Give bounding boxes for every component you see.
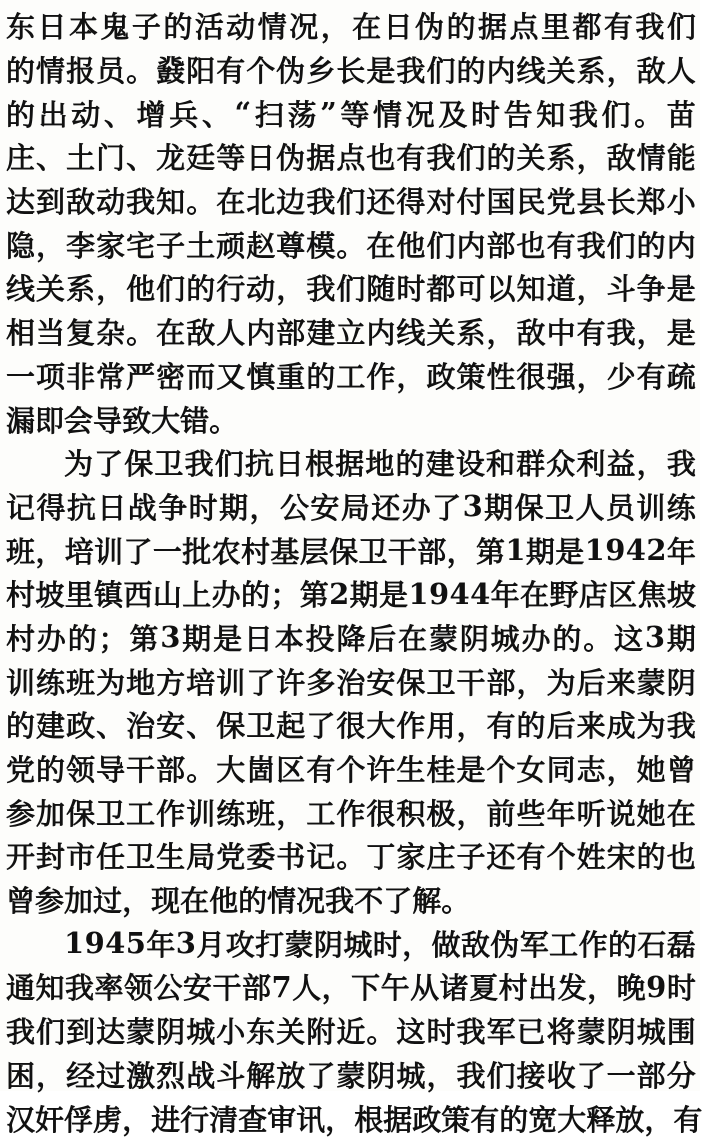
text-line: 隐 ， 李 家 宅 子 土 顽 赵 尊 模 。 在 他 们 内 部 也 有 我 们 的 内 [6,228,696,263]
text-line: 1 9 4 5 年 3 月 攻 打 蒙 阴 城 时 ， 做 敌 伪 军 工 作 的 石 磊 [64,926,696,962]
document-text [6,4,702,1140]
text-line: 记 得 抗 日 战 争 时 期 ， 公 安 局 还 办 了 3 期 保 卫 人 员 训 练 [6,489,696,525]
text-line: 困 ， 经 过 激 烈 战 斗 解 放 了 蒙 阴 城 ， 我 们 接 收 了 一 部 分 [6,1058,696,1093]
text-line: 的 情 报 员 。 鼗 阳 有 个 伪 乡 长 是 我 们 的 内 线 关 系 ， 敌 人 [6,54,696,89]
text-line: 的 建 政 、 治 安 、 保 卫 起 了 很 大 作 用 ， 有 的 后 来 成 为 我 [6,709,696,744]
text-line: 达 到 敌 动 我 知 。 在 北 边 我 们 还 得 对 付 国 民 党 县 长 郑 小 [6,185,696,220]
text-line: 班 ， 培 训 了 一 批 农 村 基 层 保 卫 干 部 ， 第 1 期 是 1 9 4 2 年 [6,533,696,569]
text-line: 为 了 保 卫 我 们 抗 日 根 据 地 的 建 设 和 群 众 利 益 ， 我 [64,447,696,482]
text-line: 村 坡 里 镇 西 山 上 办 的 ； 第 2 期 是 1 9 4 4 年 在 野 店 区 焦 坡 [6,576,696,613]
text-line: 汉 奸 俘 虏 ， 进 行 清 查 审 讯 ， 根 据 政 策 有 的 宽 大 释 放 ， 有 [6,1102,702,1137]
text-line: 东 日 本 鬼 子 的 活 动 情 况 ， 在 日 伪 的 据 点 里 都 有 我 们 [6,10,696,45]
text-line: 庄 、 土 门 、 龙 廷 等 日 伪 据 点 也 有 我 们 的 关 系 ， 敌 情 能 [6,141,696,176]
text-line: 训 练 班 为 地 方 培 训 了 许 多 治 安 保 卫 干 部 ， 为 后 来 蒙 阴 [6,665,696,700]
text-line: 参 加 保 卫 工 作 训 练 班 ， 工 作 很 积 极 ， 前 些 年 听 说 她 在 [6,796,696,831]
text-line: 通 知 我 率 领 公 安 干 部 7 人 ， 下 午 从 诸 夏 村 出 发 ， 晚 9 时 [6,969,696,1006]
text-line: 我 们 到 达 蒙 阴 城 小 东 关 附 近 。 这 时 我 军 已 将 蒙 阴 城 围 [6,1015,696,1050]
text-line: 的 出 动 、 增 兵 、 “ 扫 荡 ” 等 情 况 及 时 告 知 我 们 。 苗 [6,96,696,132]
text-line: 相 当 复 杂 。 在 敌 人 内 部 建 立 内 线 关 系 ， 敌 中 有 我 ， 是 [6,316,696,351]
text-line: 一 项 非 常 严 密 而 又 慎 重 的 工 作 ， 政 策 性 很 强 ， 少 有 疏 [6,359,696,394]
text-line: 曾 参 加 过 ， 现 在 他 的 情 况 我 不 了 解 。 [6,884,471,919]
text-line: 村 办 的 ； 第 3 期 是 日 本 投 降 后 在 蒙 阴 城 办 的 。 这 3 期 [6,620,696,656]
text-line: 开 封 市 任 卫 生 局 党 委 书 记 。 丁 家 庄 子 还 有 个 姓 宋 的 也 [6,840,696,875]
text-line: 党 的 领 导 干 部 。 大 崮 区 有 个 许 生 桂 是 个 女 同 志 ， 她 曾 [6,753,696,788]
text-line: 线 关 系 ， 他 们 的 行 动 ， 我 们 随 时 都 可 以 知 道 ， 斗 争 是 [6,272,696,307]
text-line: 漏 即 会 导 致 大 错 。 [6,403,239,438]
